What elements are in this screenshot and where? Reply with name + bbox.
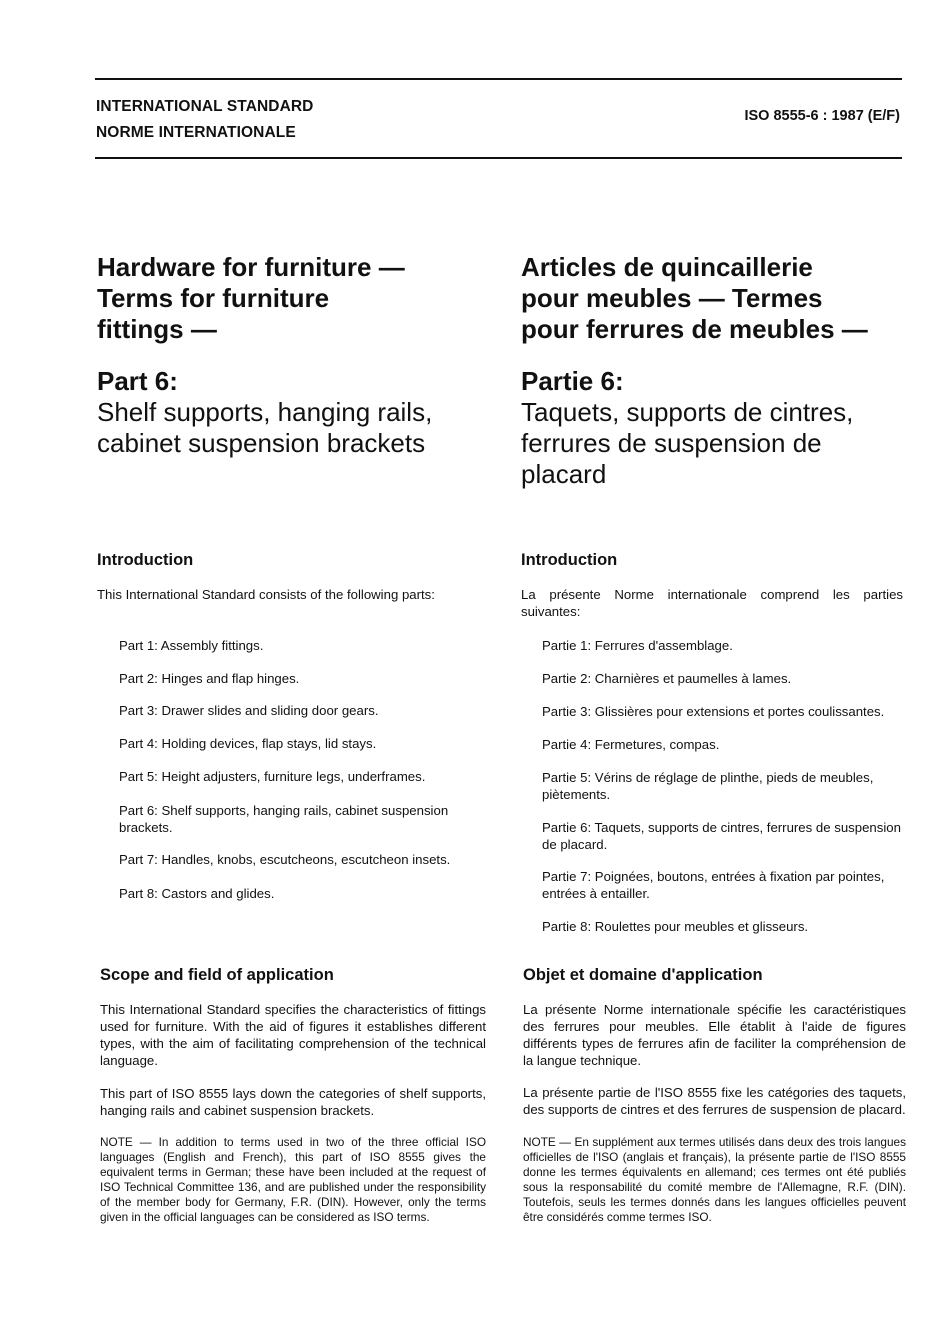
fr-subtitle-line: Taquets, supports de cintres,: [521, 397, 854, 427]
fr-title: [521, 252, 906, 345]
fr-intro-heading: [521, 551, 906, 570]
en-title-line: fittings —: [97, 314, 217, 344]
en-part-item: Part 3: Drawer slides and sliding door gears.: [119, 703, 379, 718]
en-part-item: Part 7: Handles, knobs, escutcheons, escutcheon insets.: [119, 852, 451, 867]
fr-scope-heading-text: Objet et domaine d'application: [523, 966, 763, 984]
en-part-item: Part 1: Assembly fittings.: [119, 638, 264, 653]
en-intro-text: [97, 586, 487, 603]
fr-part-list-item: [542, 918, 904, 935]
en-part-list-item: [119, 768, 484, 785]
en-part-item: Part 2: Hinges and flap hinges.: [119, 671, 300, 686]
standard-reference: ISO 8555-6 : 1987 (E/F): [744, 108, 900, 124]
header-bottom-rule: [95, 157, 902, 159]
en-note-text: NOTE — In addition to terms used in two of the three official ISO languages (English and French), this part of ISO 8555 gives the equivalent terms in German; these have been included at the request of ISO Technical Committee 136, and are published under the responsibility of the member body for Germany, F.R. (DIN). However, only the terms given in the official languages can be considered as ISO terms.: [100, 1135, 486, 1224]
fr-part-item: Partie 4: Fermetures, compas.: [542, 737, 720, 752]
en-part-block: [97, 366, 487, 459]
en-scope-heading: [100, 966, 490, 985]
en-subtitle-line: Shelf supports, hanging rails,: [97, 397, 433, 427]
fr-scope-p2: [523, 1084, 906, 1118]
fr-part-list-item: [542, 703, 904, 720]
en-subtitle-line: cabinet suspension brackets: [97, 428, 426, 458]
fr-part-block: [521, 366, 906, 490]
en-intro-heading-text: Introduction: [97, 551, 194, 569]
fr-part-list-item: [542, 670, 904, 687]
fr-intro-text: [521, 586, 903, 620]
en-part-heading: Part 6:: [97, 366, 178, 396]
fr-scope-p1: [523, 1001, 906, 1069]
fr-title-line: pour meubles — Termes: [521, 283, 823, 313]
fr-part-item: Partie 7: Poignées, boutons, entrées à fixation par pointes, entrées à entailler.: [542, 869, 885, 901]
fr-part-heading: Partie 6:: [521, 366, 624, 396]
en-part-list-item: [119, 702, 484, 719]
document-type-en: INTERNATIONAL STANDARD: [96, 98, 314, 115]
en-scope-p2: [100, 1085, 486, 1119]
fr-part-item: Partie 8: Roulettes pour meubles et glisseurs.: [542, 919, 809, 934]
en-part-list-item: [119, 637, 484, 654]
en-part-item: Part 6: Shelf supports, hanging rails, cabinet suspension brackets.: [119, 803, 449, 835]
en-title-line: Terms for furniture: [97, 283, 330, 313]
document-type: [96, 94, 313, 146]
en-scope-paragraph: This part of ISO 8555 lays down the categories of shelf supports, hanging rails and cabinet suspension brackets.: [100, 1086, 486, 1118]
en-scope-p1: [100, 1001, 486, 1069]
en-intro-heading: [97, 551, 487, 570]
fr-part-item: Partie 1: Ferrures d'assemblage.: [542, 638, 733, 653]
header-top-rule: [95, 78, 902, 80]
fr-part-list-item: [542, 637, 904, 654]
en-part-item: Part 8: Castors and glides.: [119, 886, 275, 901]
fr-subtitle-line: placard: [521, 459, 607, 489]
en-note: [100, 1135, 486, 1224]
fr-note-text: NOTE — En supplément aux termes utilisés dans deux des trois langues officielles de l'ISO (anglais et français), la présente partie de l'ISO 8555 donne les termes équivalents en allemand; ces termes ont été publiés sous la responsabilité du comité membre de l'Allemagne, R.F. (DIN). Toutefois, seuls les termes donnés dans les langues officielles peuvent être considérés comme termes ISO.: [523, 1135, 906, 1224]
en-part-list-item: [119, 851, 484, 868]
fr-title-line: Articles de quincaillerie: [521, 252, 813, 282]
en-part-list-item: [119, 670, 484, 687]
en-part-list-item: [119, 735, 484, 752]
document-type-fr: NORME INTERNATIONALE: [96, 124, 296, 141]
fr-part-list-item: [542, 819, 904, 853]
en-part-list-item: [119, 885, 484, 902]
fr-scope-paragraph: La présente partie de l'ISO 8555 fixe les catégories des taquets, des supports de cintres et des ferrures de suspension de placard.: [523, 1085, 906, 1117]
fr-part-item: Partie 6: Taquets, supports de cintres, ferrures de suspension de placard.: [542, 820, 901, 852]
fr-part-item: Partie 3: Glissières pour extensions et portes coulissantes.: [542, 704, 885, 719]
en-scope-heading-text: Scope and field of application: [100, 966, 334, 984]
fr-part-list-item: [542, 769, 904, 803]
fr-part-item: Partie 2: Charnières et paumelles à lames.: [542, 671, 792, 686]
fr-scope-paragraph: La présente Norme internationale spécifie les caractéristiques des ferrures pour meubles. Elle établit à l'aide de figures différents types de ferrures afin de faciliter la compréhension de la langue technique.: [523, 1002, 906, 1068]
en-part-item: Part 5: Height adjusters, furniture legs, underframes.: [119, 769, 426, 784]
fr-subtitle-line: ferrures de suspension de: [521, 428, 822, 458]
en-part-list-item: [119, 802, 484, 836]
fr-part-list-item: [542, 868, 904, 902]
fr-part-item: Partie 5: Vérins de réglage de plinthe, pieds de meubles, piètements.: [542, 770, 874, 802]
fr-intro-paragraph: La présente Norme internationale comprend les parties suivantes:: [521, 587, 903, 619]
en-title: [97, 252, 487, 345]
fr-scope-heading: [523, 966, 908, 985]
en-part-item: Part 4: Holding devices, flap stays, lid stays.: [119, 736, 377, 751]
en-scope-paragraph: This International Standard specifies the characteristics of fittings used for furniture. With the aid of figures it establishes different types, with the aim of facilitating comprehension of the technical language.: [100, 1002, 486, 1068]
en-title-line: Hardware for furniture —: [97, 252, 405, 282]
fr-part-list-item: [542, 736, 904, 753]
fr-title-line: pour ferrures de meubles —: [521, 314, 868, 344]
fr-note: [523, 1135, 906, 1224]
fr-intro-heading-text: Introduction: [521, 551, 618, 569]
en-intro-paragraph: This International Standard consists of the following parts:: [97, 587, 435, 602]
